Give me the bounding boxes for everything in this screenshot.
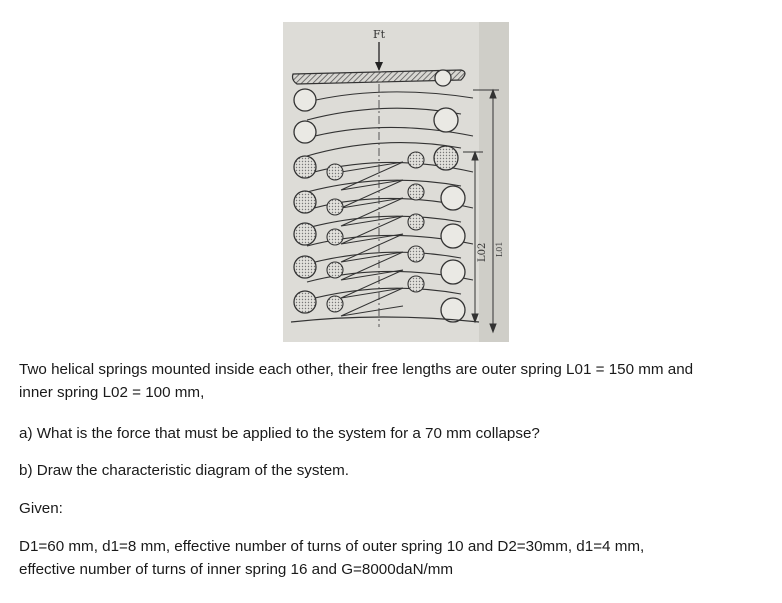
question-a: a) What is the force that must be applied to the system for a 70 mm collapse? bbox=[19, 425, 540, 442]
force-label: Ft bbox=[373, 28, 386, 41]
spring-diagram-photo bbox=[283, 22, 509, 342]
problem-intro-line-1: Two helical springs mounted inside each other, their free lengths are outer spring L01 = 150 mm and bbox=[19, 361, 694, 378]
given-line-2: effective number of turns of inner spring 16 and G=8000daN/mm bbox=[19, 561, 454, 578]
outer-length-label: L01 bbox=[495, 241, 504, 257]
problem-intro-line-2: inner spring L02 = 100 mm, bbox=[19, 384, 205, 401]
spring-drawing bbox=[283, 22, 509, 342]
given-label: Given: bbox=[19, 500, 63, 517]
inner-length-label: L02 bbox=[477, 242, 488, 262]
given-line-1: D1=60 mm, d1=8 mm, effective number of turns of outer spring 10 and D2=30mm, d1=4 mm, bbox=[19, 538, 645, 555]
question-b: b) Draw the characteristic diagram of the system. bbox=[19, 462, 350, 479]
